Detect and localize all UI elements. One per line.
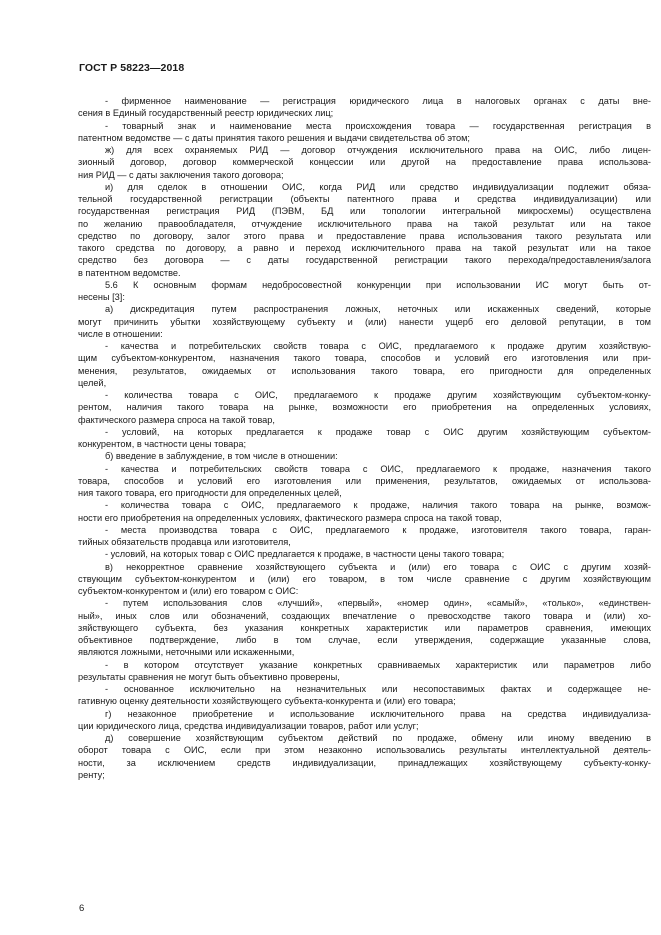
text-line: ности его приобретения на определенных условиях, фактического размера спроса на такой товар, bbox=[78, 512, 502, 523]
text-line: - основанное исключительно на незначительных или несопоставимых фактах и содержащее не- bbox=[105, 684, 651, 694]
text-line: - места производства товара с ОИС, предлагаемого к продаже, изготовителя такого товара, гаран- bbox=[105, 524, 651, 535]
text-line: несены [3]: bbox=[78, 292, 125, 302]
page-number: 6 bbox=[79, 903, 85, 914]
text-line: тийных обязательств продавца или изготовителя, bbox=[78, 537, 291, 547]
text-line: менения, результатов, ожидаемых от использования такого товара, его пригодности для определенных bbox=[78, 365, 651, 376]
text-line: могут причинить убытки хозяйствующему субъекту и (или) нанести ущерб его деловой репутации, в том bbox=[78, 316, 651, 327]
text-line: зионный договор, договор коммерческой концессии или другой на предоставление права использова- bbox=[78, 157, 651, 168]
text-line: ж) для всех охраняемых РИД — договор отчуждения исключительного права на ОИС, либо лицен- bbox=[105, 145, 651, 155]
text-line: субъектом-конкурентом и (или) его товаром с ОИС: bbox=[78, 586, 299, 596]
text-line: ния РИД — с даты заключения такого договора; bbox=[78, 169, 284, 180]
text-line: целей, bbox=[78, 377, 107, 388]
text-line: - качества и потребительских свойств товара с ОИС, предлагаемого к продаже другим хозяйствую- bbox=[105, 341, 651, 351]
text-line: ции юридического лица, средства индивидуализации товаров, работ или услуг; bbox=[78, 720, 419, 731]
document-body bbox=[78, 95, 651, 781]
text-line: объективное подтверждение, либо в том случае, если утверждения, содержащие указанные слова, bbox=[78, 635, 651, 645]
text-line: д) совершение хозяйствующим субъектом действий по продаже, обмену или иному введению в bbox=[105, 733, 651, 743]
text-line: - товарный знак и наименование места происхождения товара — государственная регистрация в bbox=[105, 120, 651, 131]
text-line: ренту; bbox=[78, 769, 105, 780]
text-line: товара, способов и условий его изготовления или применения, результатов, ожидаемых от использова- bbox=[78, 475, 651, 486]
text-line: средство по договору, залог этого права и предоставление права использования такого результата или bbox=[78, 230, 651, 241]
text-line: ности, за исключением средств индивидуализации, принадлежащих хозяйствующему субъекту-конку- bbox=[78, 757, 651, 768]
text-line: оборот товара с ОИС, если при этом незаконно использовались результаты интеллектуальной деятель- bbox=[78, 745, 651, 756]
text-line: патентном ведомстве — с даты принятия такого решения и выдачи свидетельства об этом; bbox=[78, 132, 470, 143]
text-line: ния такого товара, его пригодности для определенных целей, bbox=[78, 488, 342, 498]
text-line: г) незаконное приобретение и использование исключительного права на средства индивидуализа- bbox=[105, 708, 651, 719]
text-line: 5.6 К основным формам недобросовестной конкуренции при использовании ИС могут быть от- bbox=[105, 279, 651, 290]
text-line: щим субъектом-конкурентом, назначения такого товара, способов и условий его изготовления или при- bbox=[78, 353, 651, 364]
text-line: зяйствующего субъекта, без указания конкретных характеристик или параметров сравнения, имеющих bbox=[78, 622, 651, 633]
text-line: б) введение в заблуждение, в том числе в отношении: bbox=[105, 451, 338, 462]
text-line: а) дискредитация путем распространения ложных, неточных или искаженных сведений, которые bbox=[105, 304, 651, 315]
text-line: государственная регистрация РИД (ПЭВМ, БД или топологии интегральной микросхемы) осуществлена bbox=[78, 206, 651, 217]
text-line: в) некорректное сравнение хозяйствующего субъекта и (или) его товара с ОИС с другим хозяй- bbox=[105, 561, 651, 572]
text-line: ствующим субъектом-конкурентом и (или) его товаром, в том числе сравнение с другим хозяйствующим bbox=[78, 573, 651, 584]
text-line: - фирменное наименование — регистрация юридического лица в налоговых органах с даты вне- bbox=[105, 96, 651, 106]
text-line: по желанию правообладателя, отчуждение исключительного права на такой результат или на такое bbox=[78, 218, 651, 229]
text-line: - условий, на которых товар с ОИС предлагается к продаже, в частности цены такого товара; bbox=[105, 549, 505, 560]
text-line: гативную оценку деятельности хозяйствующего субъекта-конкурента и (или) его товара; bbox=[78, 696, 456, 707]
text-line: средство без договора — с даты государственной регистрации такого перехода/предоставления/залога bbox=[78, 255, 651, 266]
text-line: в патентном ведомстве. bbox=[78, 267, 181, 278]
text-line: тельной государственной регистрации (объекты патентного права и средства индивидуализации) или bbox=[78, 194, 651, 204]
text-line: ный», иных слов или обозначений, создающих впечатление о превосходстве такого товара и (или) хо- bbox=[78, 610, 651, 621]
text-line: - качества и потребительских свойств товара с ОИС, предлагаемого к продаже, назначения такого bbox=[105, 463, 651, 474]
text-line: числе в отношении: bbox=[78, 328, 163, 339]
text-line: - количества товара с ОИС, предлагаемого к продаже другим хозяйствующим субъектом-конку- bbox=[105, 390, 651, 400]
text-line: фактического размера спроса на такой товар, bbox=[78, 414, 275, 425]
text-line: результаты сравнения не могут быть объективно проверены, bbox=[78, 671, 340, 682]
text-line: рентом, наличия такого товара на рынке, возможности его приобретения на определенных условиях, bbox=[78, 402, 651, 413]
text-line: - в котором отсутствует указание конкретных сравниваемых характеристик или параметров либо bbox=[105, 659, 651, 670]
text-line: конкурентом, в частности цены товара; bbox=[78, 439, 247, 449]
text-line: - количества товара с ОИС, предлагаемого к продаже, наличия такого товара на рынке, возмож- bbox=[105, 500, 651, 511]
text-line: - путем использования слов «лучший», «первый», «номер один», «самый», «только», «единствен- bbox=[105, 598, 651, 609]
document-code-header: ГОСТ Р 58223—2018 bbox=[79, 62, 185, 74]
text-line: являются ложными, неточными или искаженными, bbox=[78, 647, 295, 658]
text-line: сения в Единый государственный реестр юридических лиц; bbox=[78, 108, 334, 119]
text-line: такого средства по договору, а равно и переход исключительного права на такой результат или на такое bbox=[78, 243, 651, 253]
text-line: и) для сделок в отношении ОИС, когда РИД или средство индивидуализации подлежит обяза- bbox=[105, 181, 651, 192]
text-line: - условий, на которых предлагается к продаже товар с ОИС другим хозяйствующим субъектом- bbox=[105, 426, 651, 437]
